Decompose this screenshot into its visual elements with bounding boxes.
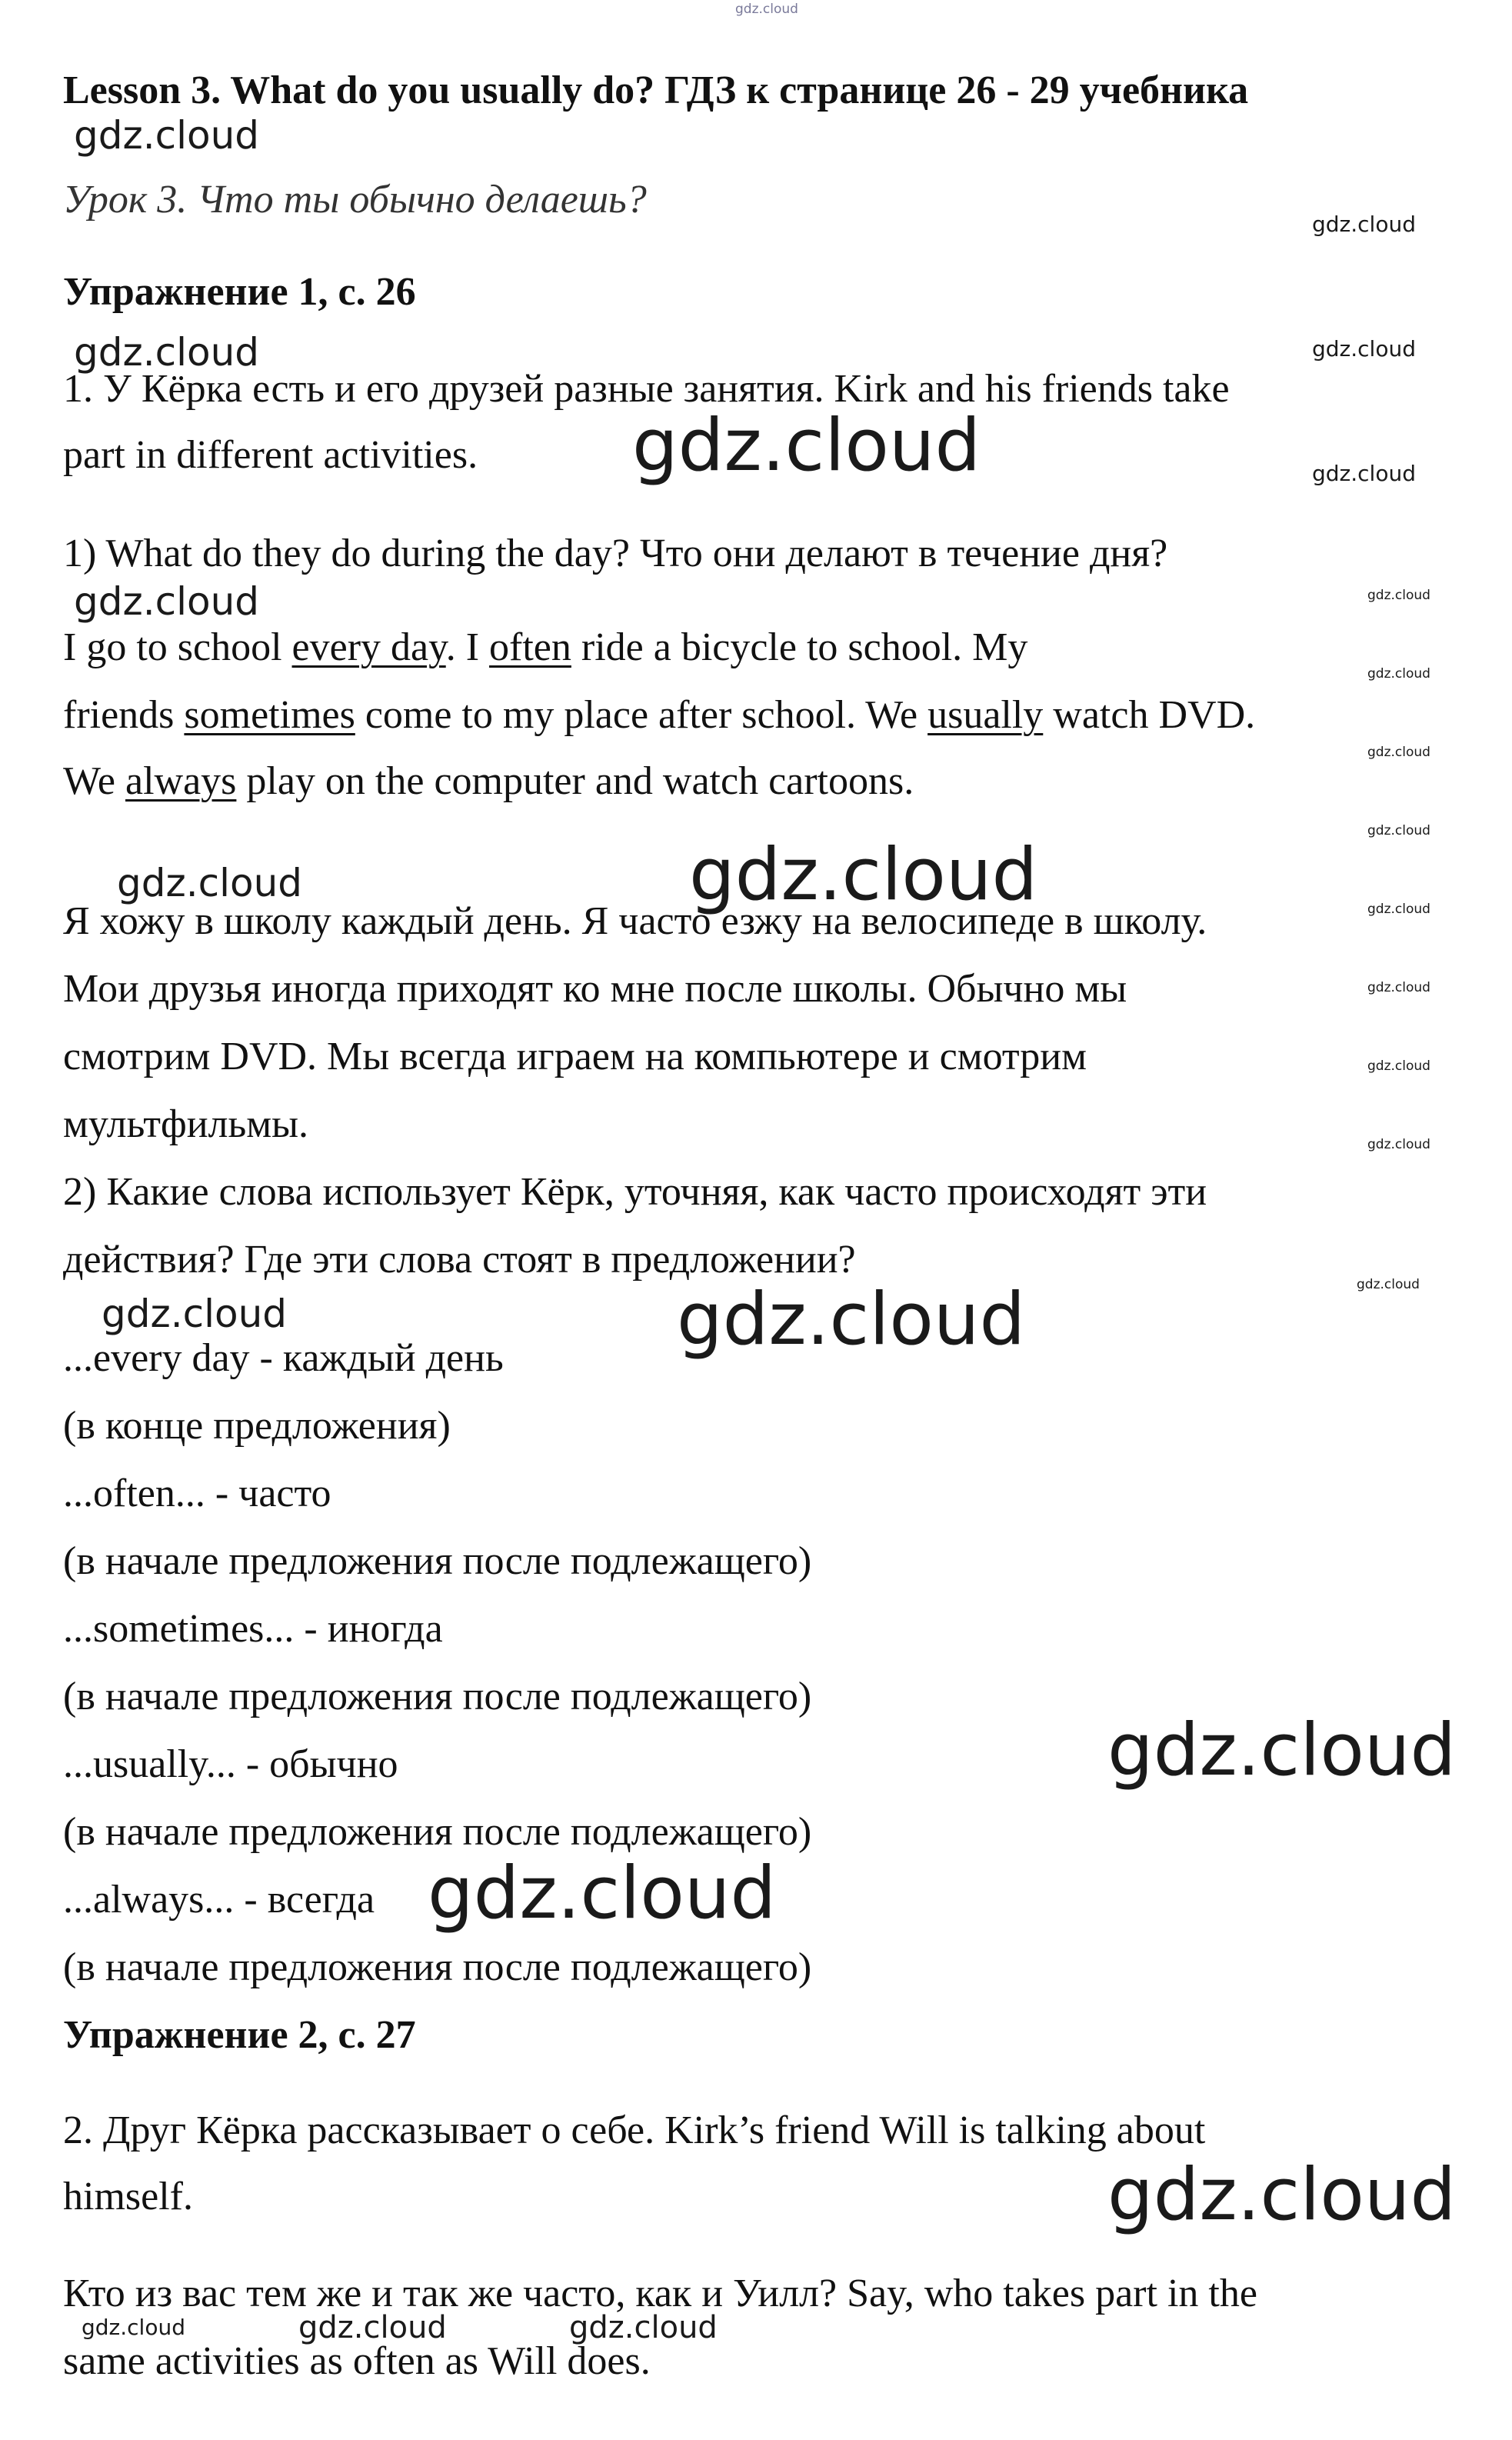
watermark: gdz.cloud bbox=[74, 330, 260, 375]
watermark: gdz.cloud bbox=[1367, 902, 1430, 917]
page-subtitle: Урок 3. Что ты обычно делаешь? bbox=[63, 178, 647, 222]
exercise2-heading: Упражнение 2, с. 27 bbox=[63, 2013, 416, 2057]
watermark: gdz.cloud bbox=[74, 579, 260, 624]
watermark: gdz.cloud bbox=[1367, 745, 1430, 760]
watermark: gdz.cloud bbox=[569, 2310, 718, 2345]
exercise2-question-line1: Кто из вас тем же и так же часто, как и Уилл? Say, who takes part in the bbox=[63, 2272, 1257, 2315]
watermark: gdz.cloud bbox=[689, 833, 1038, 917]
watermark: gdz.cloud bbox=[1107, 2153, 1457, 2237]
text-segment: ride a bicycle to school. My bbox=[571, 625, 1028, 669]
answer-line: (в начале предложения после подлежащего) bbox=[63, 1539, 812, 1583]
adverb-always: always bbox=[125, 759, 237, 803]
translation-line1: Я хожу в школу каждый день. Я часто езжу на велосипеде в школу. bbox=[63, 899, 1207, 943]
watermark: gdz.cloud bbox=[428, 1852, 777, 1935]
watermark: gdz.cloud bbox=[1312, 461, 1416, 486]
watermark: gdz.cloud bbox=[1367, 666, 1430, 682]
adverb-often: often bbox=[489, 625, 571, 669]
text-segment: . I bbox=[445, 625, 490, 669]
exercise1-heading: Упражнение 1, с. 26 bbox=[63, 270, 416, 314]
exercise2-intro-line1: 2. Друг Кёрка рассказывает о себе. Kirk’s friend Will is talking about bbox=[63, 2108, 1206, 2152]
watermark: gdz.cloud bbox=[1107, 1708, 1457, 1792]
answer-line: (в конце предложения) bbox=[63, 1404, 451, 1448]
watermark: gdz.cloud bbox=[298, 2310, 447, 2345]
answer-line: ...often... - часто bbox=[63, 1472, 331, 1515]
watermark: gdz.cloud bbox=[1312, 336, 1416, 362]
watermark: gdz.cloud bbox=[82, 2315, 185, 2340]
text-segment: watch DVD. bbox=[1043, 693, 1256, 737]
answer-line: ...always... - всегда bbox=[63, 1878, 375, 1922]
watermark: gdz.cloud bbox=[1367, 1058, 1430, 1074]
watermark: gdz.cloud bbox=[1367, 588, 1430, 603]
watermark: gdz.cloud bbox=[1367, 980, 1430, 995]
watermark: gdz.cloud bbox=[1367, 823, 1430, 838]
watermark: gdz.cloud bbox=[102, 1292, 288, 1336]
translation-line3: смотрим DVD. Мы всегда играем на компьютере и смотрим bbox=[63, 1035, 1087, 1078]
exercise1-intro-line1: 1. У Кёрка есть и его друзей разные занятия. Kirk and his friends take bbox=[63, 367, 1230, 411]
exercise1-question1: 1) What do they do during the day? Что они делают в течение дня? bbox=[63, 532, 1168, 575]
watermark: gdz.cloud bbox=[1312, 212, 1416, 237]
adverb-usually: usually bbox=[928, 693, 1044, 737]
answer-line: (в начале предложения после подлежащего) bbox=[63, 1675, 812, 1718]
text-segment: come to my place after school. We bbox=[355, 693, 928, 737]
watermark: gdz.cloud bbox=[677, 1278, 1026, 1362]
exercise1-question2-line2: действия? Где эти слова стоят в предложении? bbox=[63, 1238, 856, 1282]
adverb-every-day: every day bbox=[291, 625, 446, 669]
watermark: gdz.cloud bbox=[117, 861, 303, 905]
watermark: gdz.cloud bbox=[1357, 1277, 1420, 1292]
kirk-text-line2 bbox=[63, 692, 1255, 738]
watermark: gdz.cloud bbox=[632, 404, 981, 488]
text-segment: friends bbox=[63, 693, 185, 737]
exercise2-question-line2: same activities as often as Will does. bbox=[63, 2339, 651, 2383]
page-title: Lesson 3. What do you usually do? ГДЗ к странице 26 - 29 учебника bbox=[63, 68, 1249, 112]
translation-line4: мультфильмы. bbox=[63, 1102, 309, 1146]
translation-line2: Мои друзья иногда приходят ко мне после школы. Обычно мы bbox=[63, 967, 1127, 1011]
answer-line: ...usually... - обычно bbox=[63, 1742, 398, 1786]
watermark: gdz.cloud bbox=[1367, 1137, 1430, 1152]
text-segment: We bbox=[63, 759, 125, 803]
answer-line: ...every day - каждый день bbox=[63, 1336, 504, 1380]
kirk-text-line3 bbox=[63, 758, 914, 805]
exercise2-intro-line2: himself. bbox=[63, 2175, 193, 2218]
text-segment: play on the computer and watch cartoons. bbox=[236, 759, 914, 803]
exercise1-intro-line2: part in different activities. bbox=[63, 433, 478, 477]
answer-line: (в начале предложения после подлежащего) bbox=[63, 1945, 812, 1989]
answer-line: (в начале предложения после подлежащего) bbox=[63, 1810, 812, 1854]
answer-line: ...sometimes... - иногда bbox=[63, 1607, 443, 1651]
kirk-text-line1 bbox=[63, 625, 1027, 671]
watermark: gdz.cloud bbox=[74, 113, 260, 158]
adverb-sometimes: sometimes bbox=[184, 693, 355, 737]
text-segment: I go to school bbox=[63, 625, 292, 669]
watermark: gdz.cloud bbox=[735, 2, 798, 17]
exercise1-question2-line1: 2) Какие слова использует Кёрк, уточняя, как часто происходят эти bbox=[63, 1170, 1207, 1214]
